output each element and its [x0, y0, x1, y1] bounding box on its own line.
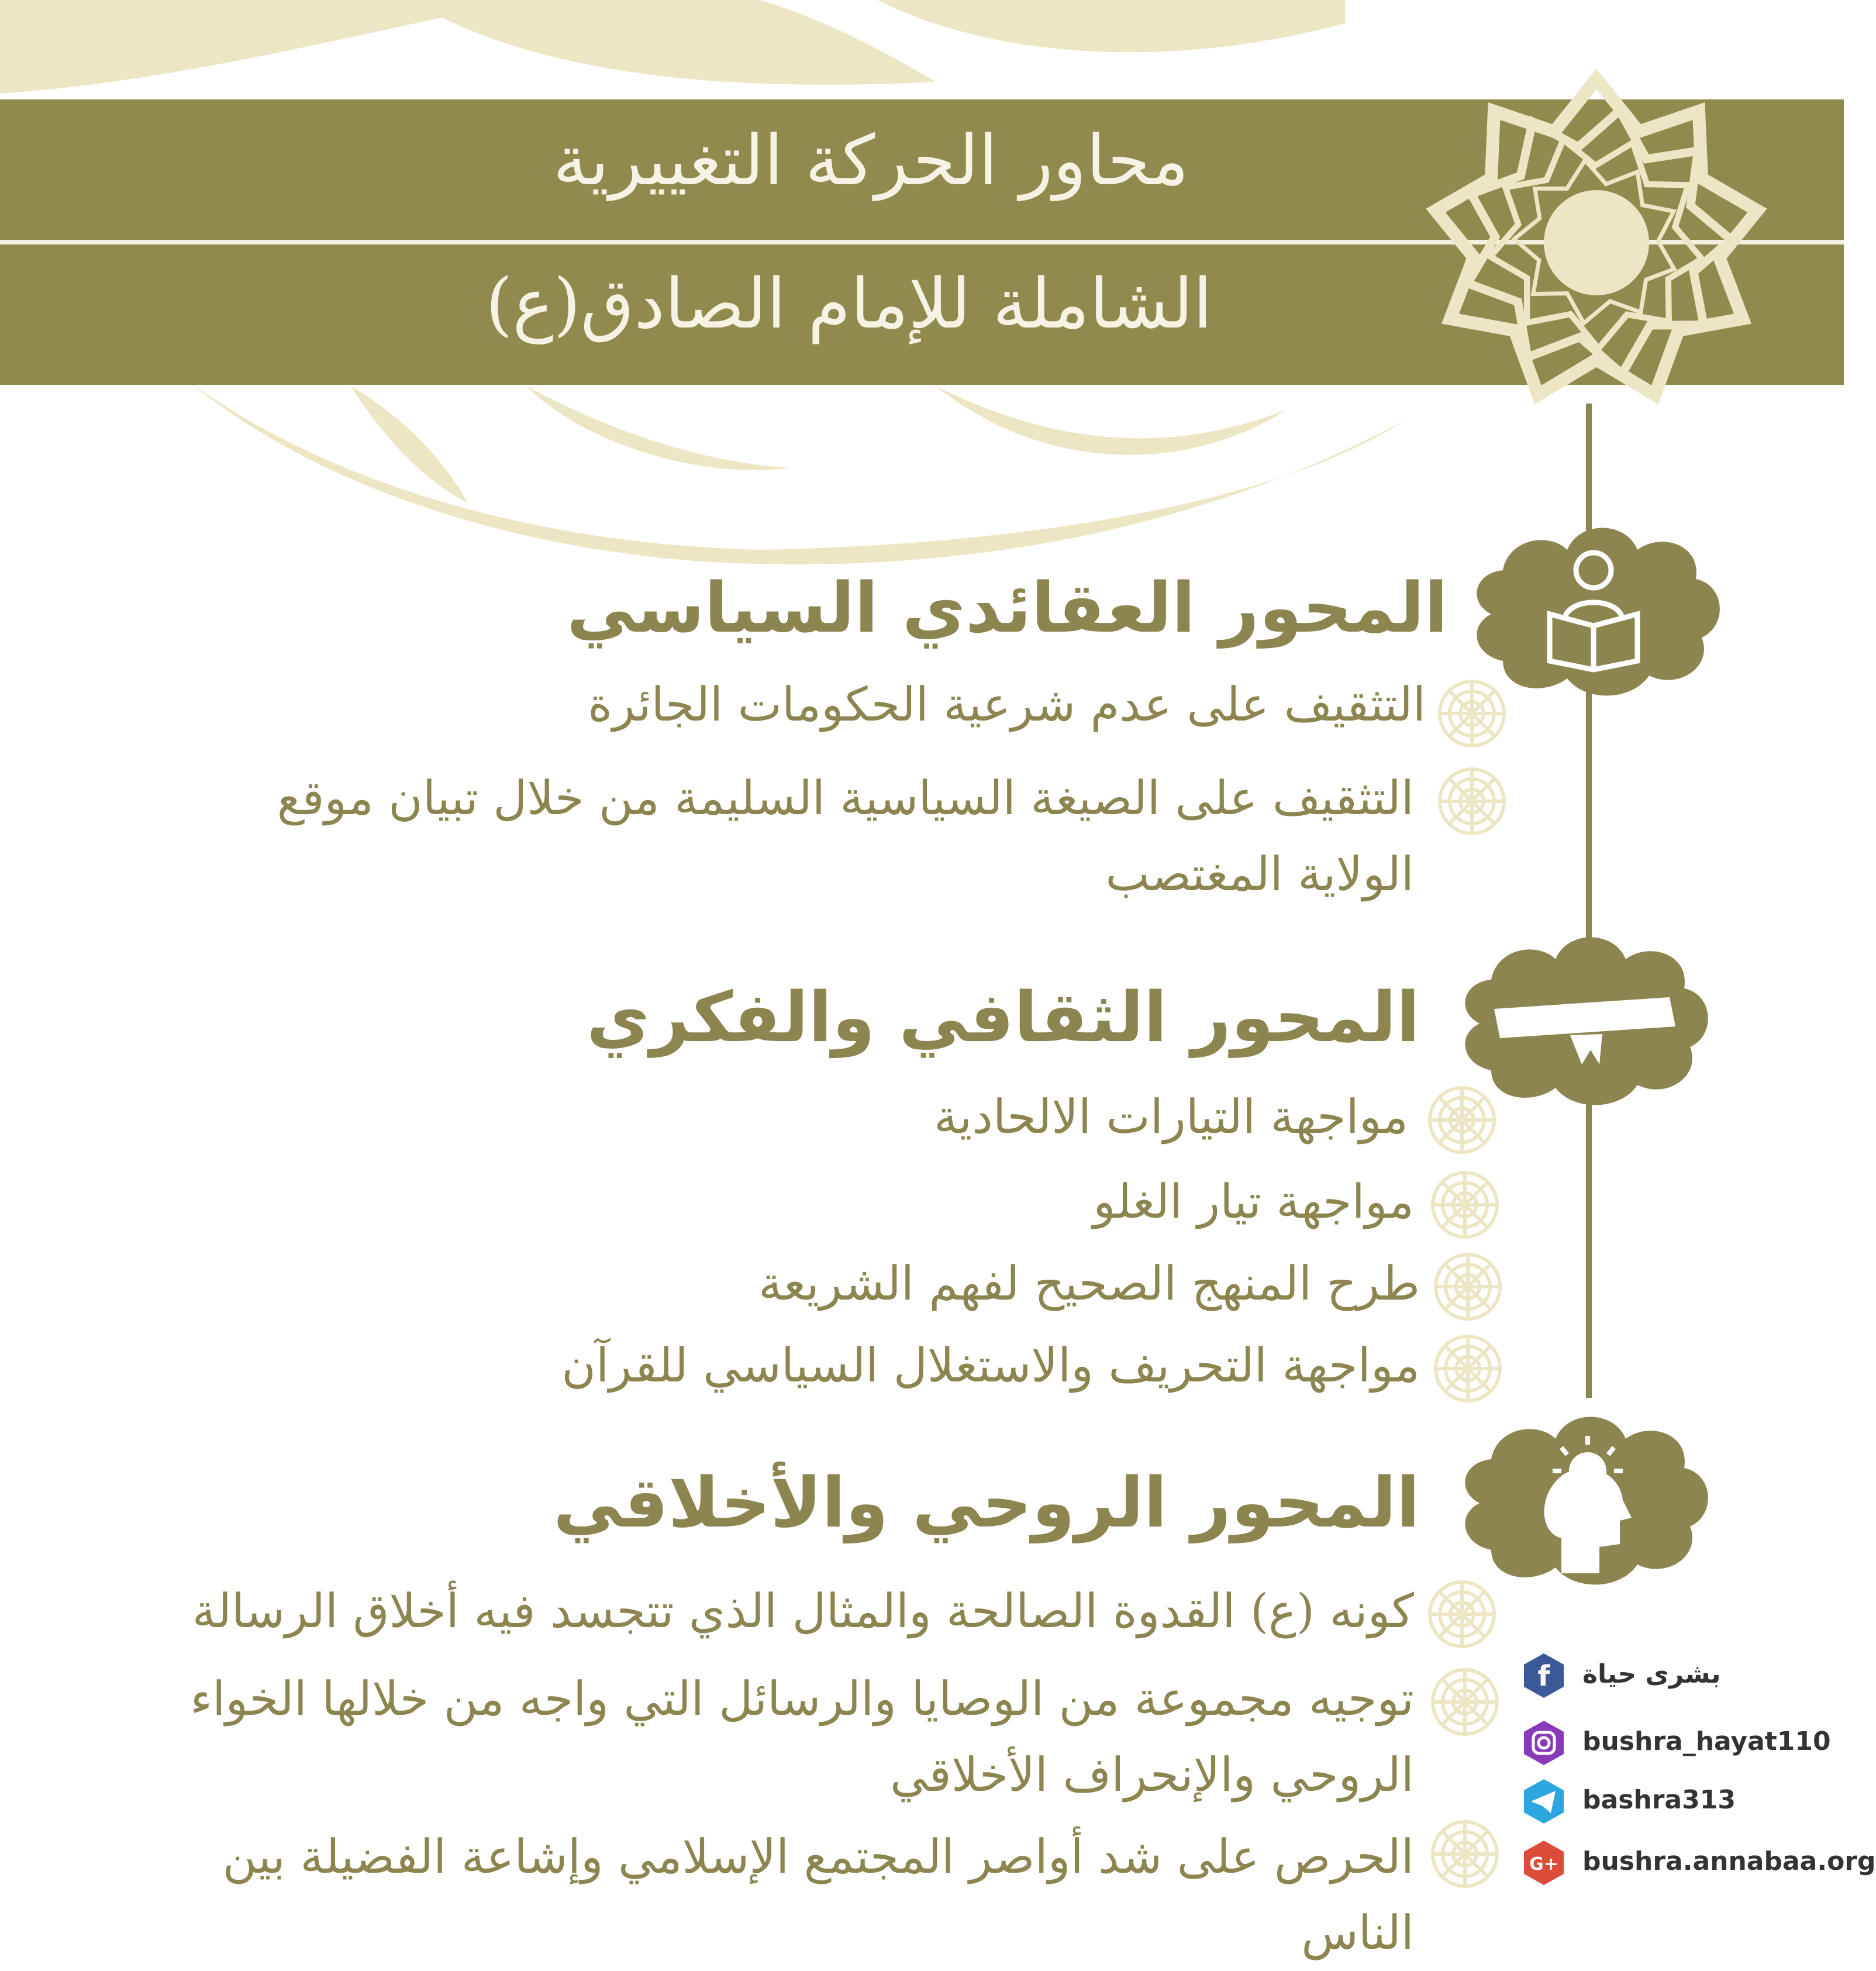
- social-facebook[interactable]: [1520, 1652, 1848, 1705]
- social-google-plus[interactable]: [1520, 1839, 1876, 1892]
- section-3-heading: المحور الروحي والأخلاقي: [553, 1462, 1420, 1543]
- section-2-item-1: مواجهة التيارات الالحادية: [934, 1090, 1408, 1144]
- section-1-heading: المحور العقائدي السياسي: [567, 567, 1448, 648]
- section-3-cloud: [1444, 1404, 1719, 1591]
- facebook-icon: [1520, 1652, 1567, 1699]
- social-label: bashra313: [1582, 1785, 1736, 1815]
- rosette-bullet-icon: [1427, 1664, 1503, 1740]
- rosette-bullet-icon: [1424, 1576, 1500, 1652]
- google-plus-icon: [1520, 1839, 1567, 1886]
- rosette-bullet-icon: [1434, 676, 1510, 752]
- social-instagram[interactable]: [1520, 1720, 1848, 1772]
- social-label: bushra.annabaa.org: [1582, 1846, 1876, 1876]
- rosette-bullet-icon: [1424, 1082, 1500, 1158]
- section-1-cloud: [1456, 515, 1731, 702]
- section-2-item-2: مواجهة تيار الغلو: [1093, 1174, 1414, 1229]
- svg-text:f: f: [1537, 1660, 1550, 1693]
- rosette-bullet-icon: [1430, 1331, 1506, 1407]
- section-1-item-2: التثقيف على الصيغة السياسية السليمة من خلال تبيان موقع الولاية المغتصب: [277, 771, 1414, 901]
- section-3-item-2: توجيه مجموعة من الوصايا والرسائل التي واجه من خلالها الخواء الروحي والإنحراف الأخلاقي: [190, 1672, 1414, 1802]
- section-3-item-3: الحرص على شد أواصر المجتمع الإسلامي وإشاعة الفضيلة بين الناس: [222, 1829, 1414, 1960]
- rosette-bullet-icon: [1427, 1816, 1503, 1892]
- rosette-bullet-icon: [1427, 1167, 1503, 1243]
- social-telegram[interactable]: [1520, 1778, 1848, 1831]
- svg-text:G+: G+: [1529, 1854, 1558, 1874]
- social-label: بشرى حياة: [1582, 1659, 1721, 1689]
- section-2-item-3: طرح المنهج الصحيح لفهم الشريعة: [758, 1256, 1420, 1311]
- section-3-item-1: كونه (ع) القدوة الصالحة والمثال الذي تتجسد فيه أخلاق الرسالة: [192, 1584, 1414, 1638]
- rosette-bullet-icon: [1430, 1249, 1506, 1325]
- telegram-icon: [1520, 1778, 1567, 1825]
- section-1-item-1: التثقيف على عدم شرعية الحكومات الجائرة: [588, 677, 1426, 732]
- social-label: bushra_hayat110: [1582, 1727, 1831, 1756]
- page-title-line1: محاور الحركة التغييرية: [553, 120, 1189, 201]
- page-title-line2: الشاملة للإمام الصادق(ع): [485, 263, 1212, 344]
- section-2-heading: المحور الثقافي والفكري: [587, 977, 1420, 1057]
- rosette-bullet-icon: [1434, 763, 1510, 839]
- section-2-item-4: مواجهة التحريف والاستغلال السياسي للقرآن: [561, 1338, 1420, 1393]
- instagram-icon: [1520, 1720, 1567, 1766]
- geometric-medallion-icon: [1415, 73, 1778, 412]
